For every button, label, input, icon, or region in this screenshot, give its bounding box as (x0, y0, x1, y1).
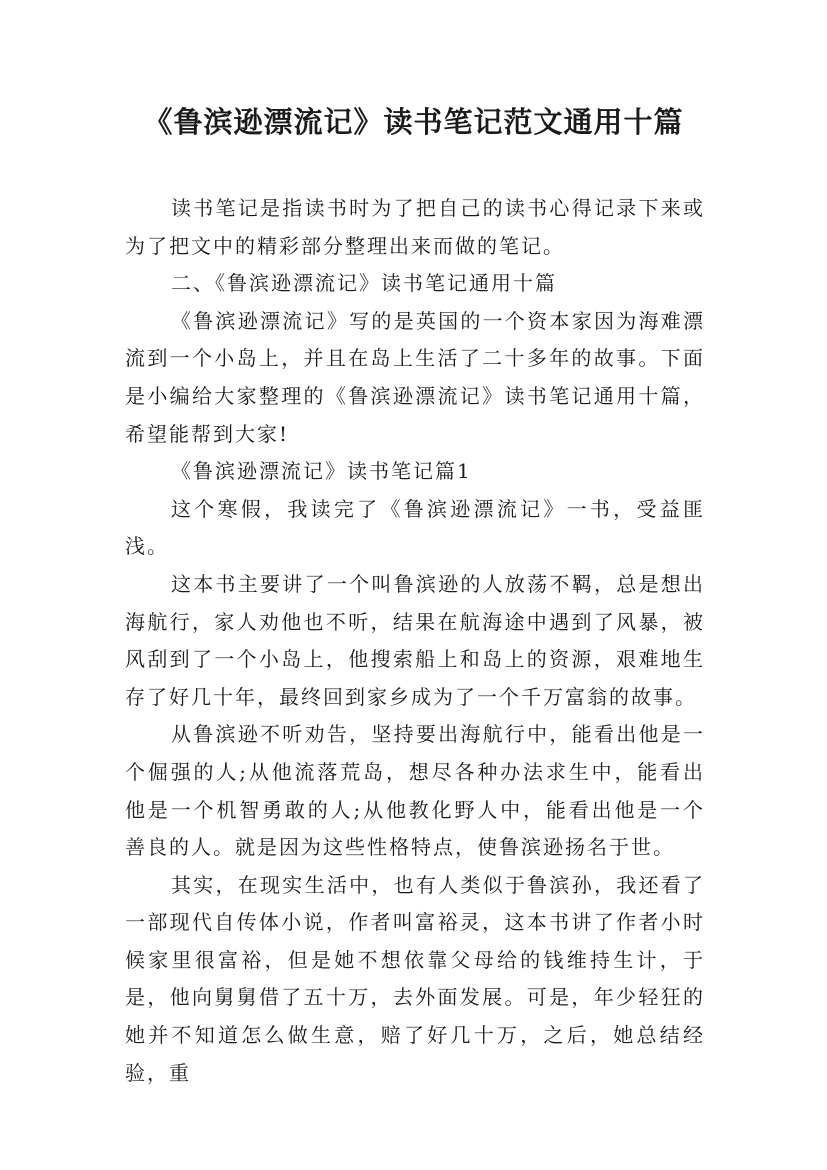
document-title: 《鲁滨逊漂流记》读书笔记范文通用十篇 (143, 105, 684, 139)
paragraph: 这本书主要讲了一个叫鲁滨逊的人放荡不羁，总是想出海航行，家人劝他也不听，结果在航海途中遇到了风暴，被风刮到了一个小岛上，他搜索船上和岛上的资源，艰难地生存了好几十年，最终回到家乡成为了一个千万富翁的故事。 (125, 571, 705, 709)
paragraph: 从鲁滨逊不听劝告，坚持要出海航行中，能看出他是一个倔强的人;从他流落荒岛，想尽各种办法求生中，能看出他是一个机智勇敢的人;从他教化野人中，能看出他是一个善良的人。就是因为这些性格特点，使鲁滨逊扬名于世。 (125, 722, 705, 860)
paragraph-intro: 读书笔记是指读书时为了把自己的读书心得记录下来或为了把文中的精彩部分整理出来而做的笔记。 (125, 196, 705, 258)
paragraph-summary: 《鲁滨逊漂流记》写的是英国的一个资本家因为海难漂流到一个小岛上，并且在岛上生活了二十多年的故事。下面是小编给大家整理的《鲁滨逊漂流记》读书笔记通用十篇，希望能帮到大家! (125, 308, 705, 446)
note-heading: 《鲁滨逊漂流记》读书笔记篇1 (171, 459, 472, 484)
section-heading: 二、《鲁滨逊漂流记》读书笔记通用十篇 (171, 271, 557, 296)
document-body (125, 190, 705, 1092)
paragraph: 这个寒假，我读完了《鲁滨逊漂流记》一书，受益匪浅。 (125, 496, 705, 559)
paragraph: 其实，在现实生活中，也有人类似于鲁滨孙，我还看了一部现代自传体小说，作者叫富裕灵，这本书讲了作者小时候家里很富裕，但是她不想依靠父母给的钱维持生计，于是，他向舅舅借了五十万，去外面发展。可是，年少轻狂的她并不知道怎么做生意，赔了好几十万，之后，她总结经验，重 (125, 872, 705, 1085)
